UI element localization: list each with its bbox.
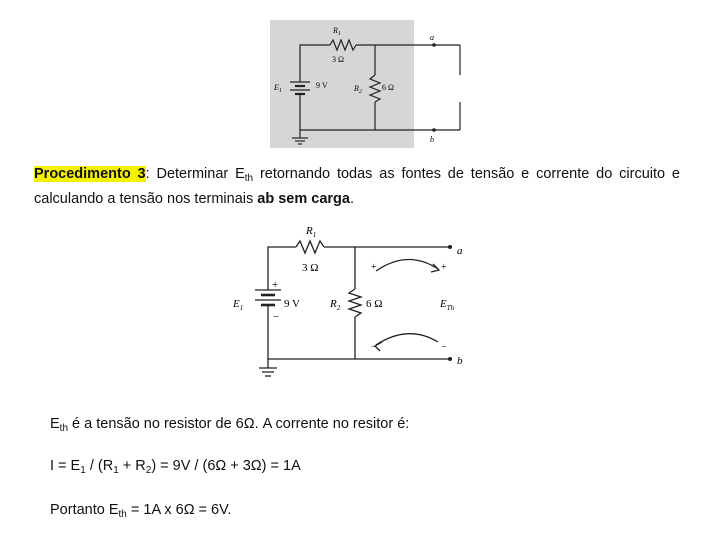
battery-minus: − — [273, 311, 280, 323]
line1-sub: th — [59, 423, 69, 434]
line3-a: Portanto E — [50, 502, 119, 518]
node-b-label: b — [457, 355, 463, 367]
circuit-diagram-with-load — [270, 20, 434, 148]
arrow-top-curve — [376, 259, 438, 271]
procedure-paragraph — [34, 164, 680, 210]
line2-b: / (R — [85, 458, 114, 474]
node-a-dot — [432, 43, 436, 47]
e1-value: 9 V — [316, 81, 328, 90]
paragraph-text-1: : Determinar E — [145, 166, 245, 182]
procedure-highlight: Procedimento 3 — [34, 166, 146, 182]
circuit-diagram-open — [228, 214, 472, 384]
r2-value: 6 Ω — [366, 298, 383, 310]
node-b-label: b — [430, 135, 434, 144]
eth-plus: + — [441, 262, 447, 273]
e1-label: $E_1$ — [274, 83, 282, 94]
arrow-minus: − — [371, 342, 377, 353]
line2-a: I = E — [50, 458, 81, 474]
node-a-dot — [448, 245, 452, 249]
node-a-label: a — [430, 33, 434, 42]
paragraph-end: . — [349, 191, 355, 207]
line2-c: + R — [118, 458, 146, 474]
r1-label: $R_1$ — [306, 225, 317, 239]
line1-a: E — [50, 416, 60, 432]
r1-label: $R_1$ — [333, 26, 341, 37]
line2-d: ) = 9V / (6Ω + 3Ω) = 1A — [151, 458, 301, 474]
e1-label: $E_1$ — [233, 298, 244, 312]
paragraph-text-2: retornando todas as fontes de tensão e corrente do circuito e calculando a tensão nos terminais — [34, 166, 680, 207]
battery-plus: + — [272, 279, 279, 291]
arrow-plus: + — [371, 262, 377, 273]
eth-description-line — [50, 416, 409, 434]
line2-c-sub: 2 — [145, 465, 152, 476]
node-a-label: a — [457, 245, 463, 257]
resistor-r1 — [296, 241, 324, 253]
arrow-bottom-curve — [376, 334, 438, 345]
node-b-dot — [432, 128, 436, 132]
result-line — [50, 502, 232, 520]
line1-b: é a tensão no resistor de 6Ω. A corrente no resitor é: — [68, 416, 410, 432]
r2-label: $R_2$ — [354, 84, 362, 95]
eth-minus: − — [441, 342, 447, 353]
node-b-dot — [448, 357, 452, 361]
r2-label: $R_2$ — [330, 298, 341, 312]
r1-value: 3 Ω — [332, 55, 344, 64]
line2-a-sub: 1 — [80, 465, 86, 476]
r2-value: 6 Ω — [382, 83, 394, 92]
paragraph-bold: ab sem carga — [257, 191, 350, 207]
e1-value: 9 V — [284, 298, 300, 310]
line3-sub: th — [118, 509, 127, 520]
line3-b: = 1A x 6Ω = 6V. — [126, 502, 232, 518]
paragraph-sub-th: th — [244, 173, 254, 184]
wire-bottom — [268, 305, 450, 359]
eth-label: $E_{Th}$ — [440, 298, 455, 312]
resistor-r2 — [349, 289, 361, 317]
wire-top-left — [268, 247, 296, 282]
line2-b-sub: 1 — [113, 465, 119, 476]
current-equation-line — [50, 458, 301, 476]
r1-value: 3 Ω — [302, 262, 319, 274]
